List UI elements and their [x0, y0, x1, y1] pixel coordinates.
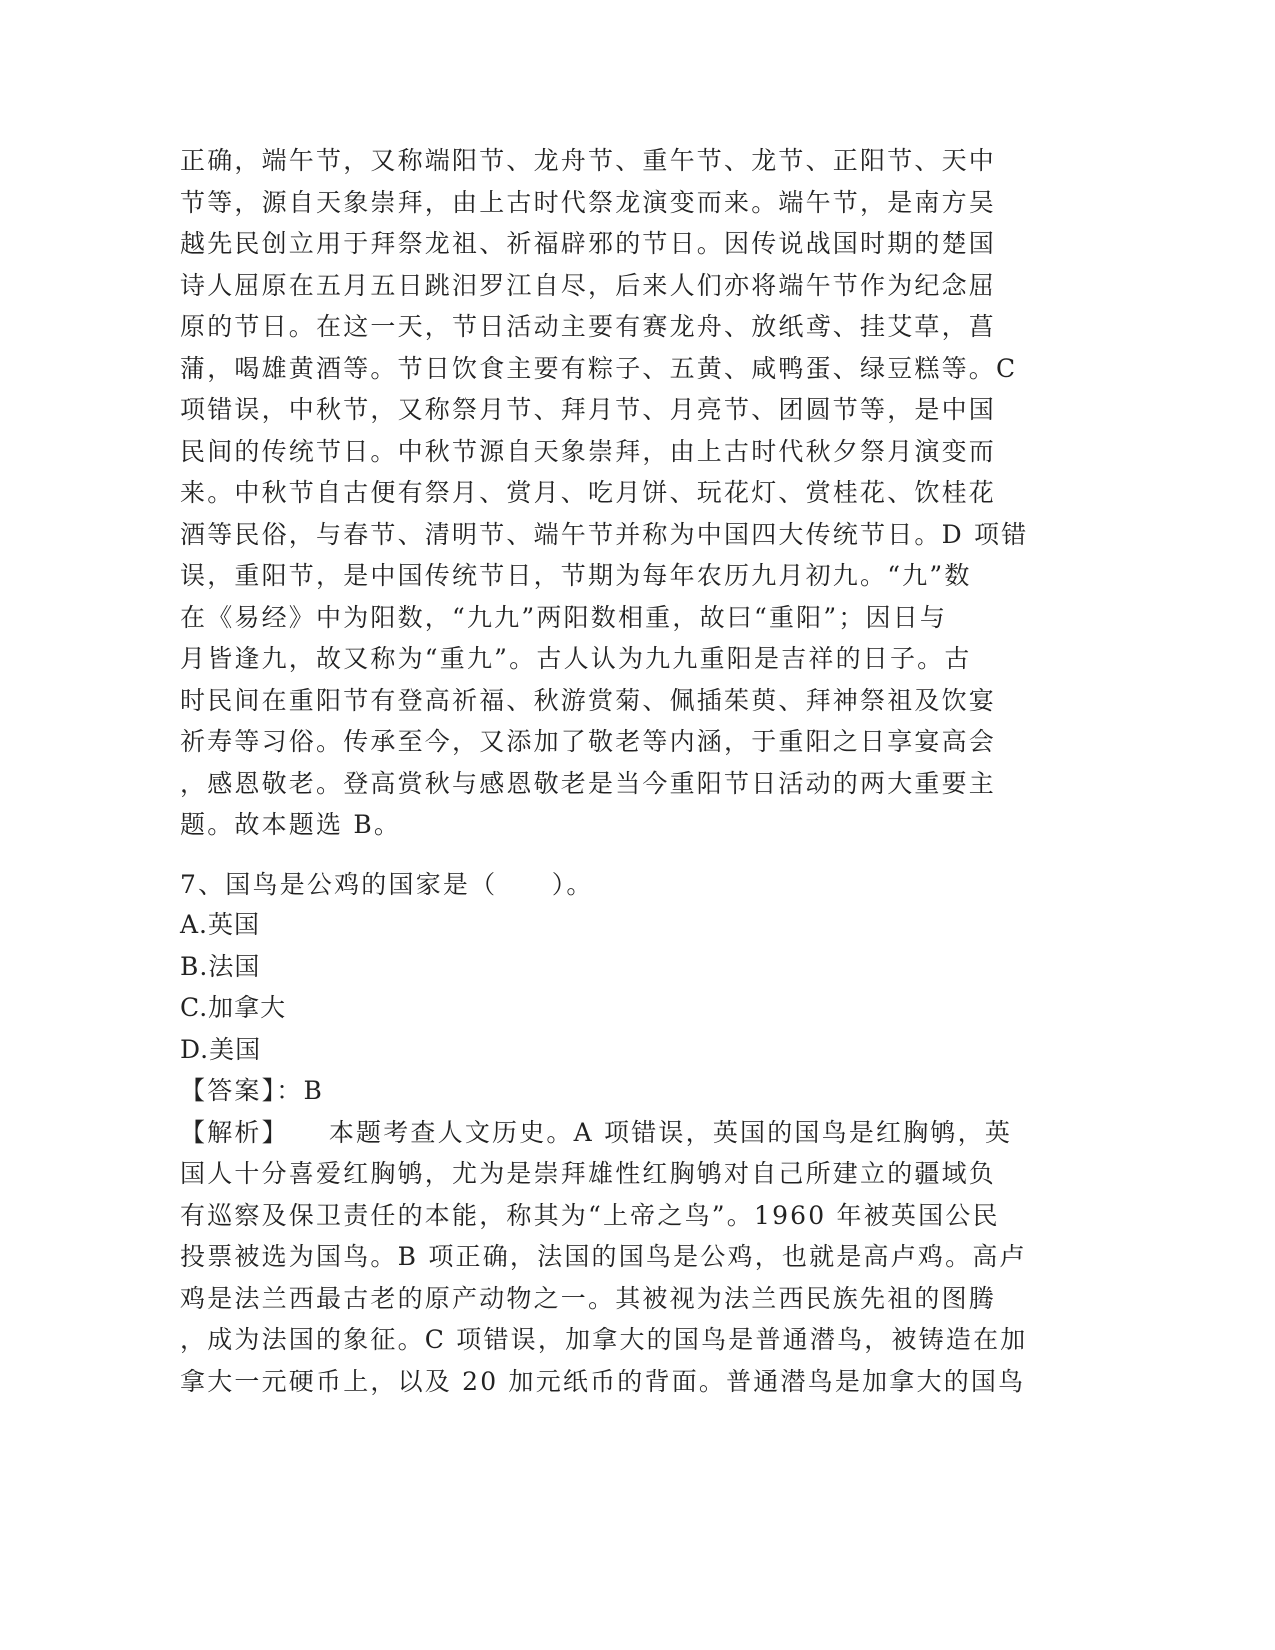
analysis-line: 国人十分喜爱红胸鸲，尤为是崇拜雄性红胸鸲对自己所建立的疆域负	[180, 1159, 997, 1188]
explanation-line: 节等，源自天象崇拜，由上古时代祭龙演变而来。端午节，是南方吴	[180, 188, 997, 217]
answer-line: 【答案】：B	[180, 1076, 325, 1105]
analysis-line: 有巡察及保卫责任的本能，称其为“上帝之鸟”。1960 年被英国公民	[180, 1201, 1000, 1230]
option-a: A.英国	[180, 910, 261, 939]
explanation-line: 民间的传统节日。中秋节源自天象崇拜，由上古时代秋夕祭月演变而	[180, 437, 997, 466]
explanation-line: 正确，端午节，又称端阳节、龙舟节、重午节、龙节、正阳节、天中	[180, 146, 997, 175]
explanation-line: ，感恩敬老。登高赏秋与感恩敬老是当今重阳节日活动的两大重要主	[180, 769, 997, 798]
analysis-text: 本题考查人文历史。A 项错误，英国的国鸟是红胸鸲，英	[328, 1118, 1013, 1147]
option-b: B.法国	[180, 952, 261, 981]
explanation-line: 月皆逢九，故又称为“重九”。古人认为九九重阳是吉祥的日子。古	[180, 644, 972, 673]
explanation-line: 原的节日。在这一天，节日活动主要有赛龙舟、放纸鸢、挂艾草，菖	[180, 312, 997, 341]
explanation-line: 越先民创立用于拜祭龙祖、祈福辟邪的节日。因传说战国时期的楚国	[180, 229, 997, 258]
question-stem: 7、国鸟是公鸡的国家是（ ）。	[180, 870, 594, 899]
explanation-line: 项错误，中秋节，又称祭月节、拜月节、月亮节、团圆节等，是中国	[180, 395, 997, 424]
option-c: C.加拿大	[180, 993, 287, 1022]
option-d: D.美国	[180, 1035, 262, 1064]
explanation-line: 误，重阳节，是中国传统节日，节期为每年农历九月初九。“九”数	[180, 561, 972, 590]
analysis-line: 鸡是法兰西最古老的原产动物之一。其被视为法兰西民族先祖的图腾	[180, 1284, 997, 1313]
explanation-line: 酒等民俗，与春节、清明节、端午节并称为中国四大传统节日。D 项错	[180, 520, 1029, 549]
explanation-line: 蒲，喝雄黄酒等。节日饮食主要有粽子、五黄、咸鸭蛋、绿豆糕等。C	[180, 354, 1018, 383]
explanation-line: 时民间在重阳节有登高祈福、秋游赏菊、佩插茱萸、拜神祭祖及饮宴	[180, 686, 997, 715]
explanation-line: 诗人屈原在五月五日跳汨罗江自尽，后来人们亦将端午节作为纪念屈	[180, 271, 997, 300]
explanation-line: 祈寿等习俗。传承至今，又添加了敬老等内涵，于重阳之日享宴高会	[180, 727, 997, 756]
analysis-line: ，成为法国的象征。C 项错误，加拿大的国鸟是普通潜鸟，被铸造在加	[180, 1325, 1028, 1354]
analysis-line: 拿大一元硬币上，以及 20 加元纸币的背面。普通潜鸟是加拿大的国鸟	[180, 1367, 1026, 1396]
analysis-first-line	[180, 1118, 1012, 1148]
analysis-line: 投票被选为国鸟。B 项正确，法国的国鸟是公鸡，也就是高卢鸡。高卢	[180, 1242, 1027, 1271]
analysis-label: 【解析】	[180, 1118, 289, 1147]
explanation-line: 题。故本题选 B。	[180, 810, 402, 839]
explanation-line: 在《易经》中为阳数，“九九”两阳数相重，故曰“重阳”；因日与	[180, 603, 948, 632]
explanation-line: 来。中秋节自古便有祭月、赏月、吃月饼、玩花灯、赏桂花、饮桂花	[180, 478, 997, 507]
